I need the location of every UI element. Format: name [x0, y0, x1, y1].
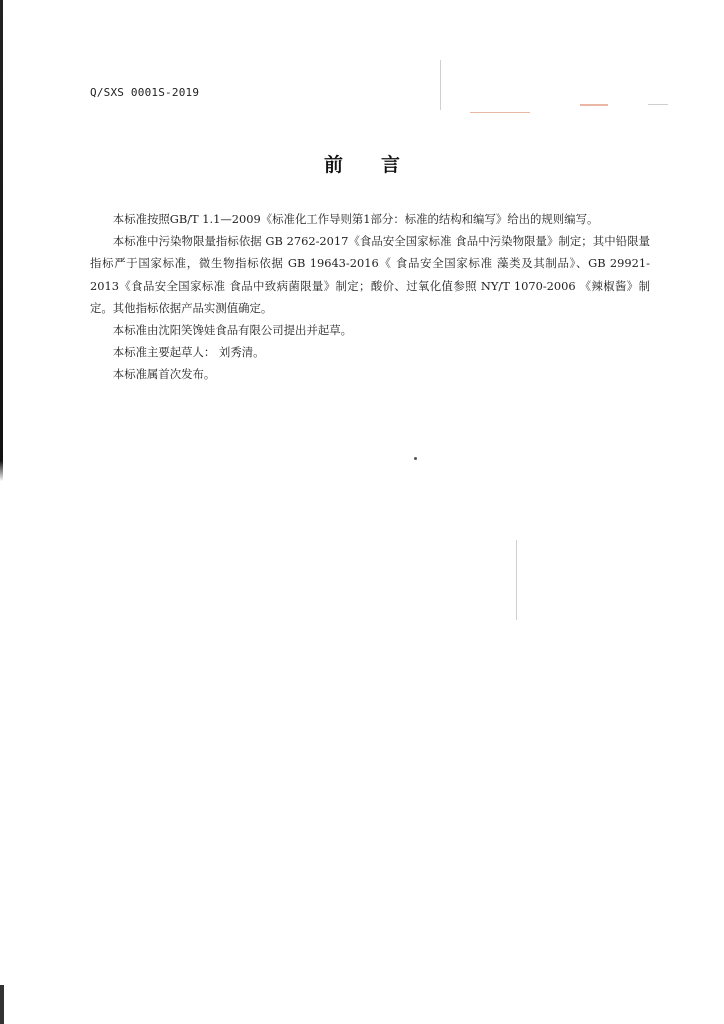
document-body — [90, 208, 650, 386]
title-char: 言 — [381, 154, 401, 176]
scan-left-edge-bottom — [0, 985, 4, 1024]
title-char: 前 — [323, 154, 343, 176]
scan-mark — [516, 540, 517, 620]
paragraph: 本标准由沈阳笑馋娃食品有限公司提出并起草。 — [112, 323, 353, 338]
standard-code: Q/SXS 0001S-2019 — [90, 86, 200, 99]
paragraph: 本标准按照GB/T 1.1—2009《标准化工作导则第1部分：标准的结构和编写》给出的规则编写。 — [112, 212, 599, 226]
scan-mark — [580, 104, 608, 106]
page-title — [0, 150, 724, 177]
paragraph: 本标准主要起草人： 刘秀清。 — [112, 345, 265, 360]
scan-mark — [440, 60, 441, 110]
scan-mark — [648, 104, 668, 105]
paragraph: 本标准属首次发布。 — [112, 367, 216, 382]
paragraph: 本标准中污染物限量指标依据 GB 2762-2017《食品安全国家标准 食品中污染物限量》制定；其中铅限量指标严于国家标准，微生物指标依据 GB 19643-2016《 食品安全国家标准 藻类及其制品》、GB 29921-2013《食品安全国家标准 食品中致病菌限量》制定；酸价、过氧化值参照 NY/T 1070-2006 《辣椒酱》制定。其他指标依据产品实测值确定。 — [90, 234, 650, 315]
scan-dot — [414, 457, 417, 460]
scan-mark — [470, 112, 530, 113]
